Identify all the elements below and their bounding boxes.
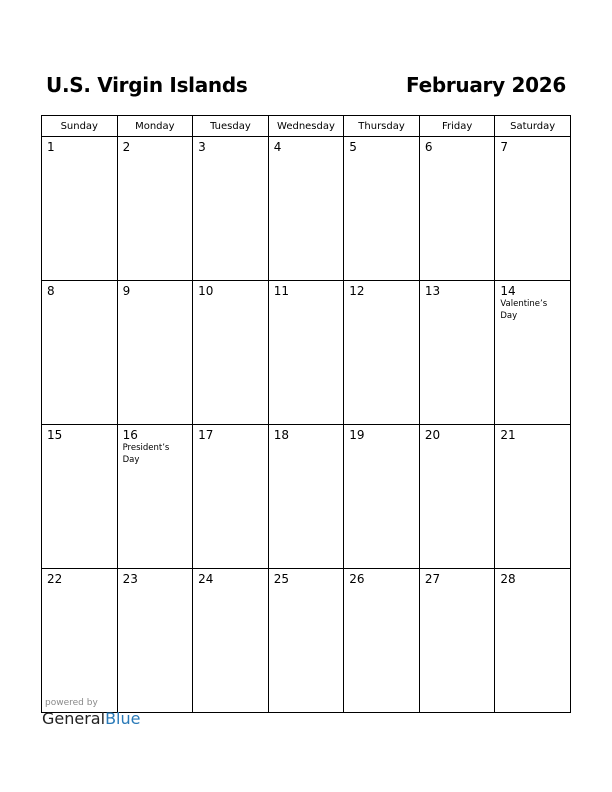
week-row <box>42 425 571 569</box>
day-cell <box>495 425 571 569</box>
calendar-header <box>46 70 566 100</box>
day-number: 22 <box>47 572 63 586</box>
day-cell <box>117 137 193 281</box>
weekday-wednesday: Wednesday <box>268 116 344 137</box>
brand-general: General <box>42 709 106 728</box>
weekday-saturday: Saturday <box>495 116 571 137</box>
day-cell <box>193 137 269 281</box>
day-cell <box>344 281 420 425</box>
day-number: 13 <box>424 284 441 298</box>
day-cell <box>268 425 344 569</box>
month-title: February 2026 <box>406 73 566 97</box>
holiday-label: President’s Day <box>122 443 170 465</box>
weekday-sunday: Sunday <box>42 116 118 137</box>
day-cell <box>419 569 495 713</box>
day-number: 5 <box>349 140 357 154</box>
week-row <box>42 569 571 713</box>
day-cell <box>42 569 118 713</box>
day-number: 12 <box>349 284 365 298</box>
generalblue-logo <box>42 709 140 728</box>
day-cell <box>42 137 118 281</box>
day-number: 25 <box>273 572 289 586</box>
calendar-weeks <box>42 137 571 713</box>
day-number: 11 <box>273 284 289 298</box>
day-cell <box>42 281 118 425</box>
day-cell <box>268 281 344 425</box>
day-number: 19 <box>349 428 365 442</box>
day-cell <box>193 425 269 569</box>
day-number: 3 <box>198 140 206 154</box>
day-number: 15 <box>47 428 63 442</box>
day-cell <box>344 569 420 713</box>
day-cell <box>117 425 193 569</box>
day-number: 27 <box>424 572 441 586</box>
day-cell <box>193 569 269 713</box>
day-number: 20 <box>424 428 441 442</box>
day-number: 28 <box>500 572 516 586</box>
day-cell <box>419 281 495 425</box>
day-number: 18 <box>273 428 289 442</box>
day-number: 8 <box>47 284 55 298</box>
day-number: 10 <box>198 284 214 298</box>
day-number: 7 <box>500 140 509 154</box>
footer <box>42 698 140 729</box>
region-title: U.S. Virgin Islands <box>46 73 248 97</box>
weekday-thursday: Thursday <box>344 116 420 137</box>
day-number: 14 <box>500 284 516 298</box>
powered-by-text: powered by <box>45 698 98 708</box>
brand-blue: Blue <box>105 709 141 728</box>
day-number: 6 <box>424 140 433 154</box>
day-cell <box>117 569 193 713</box>
day-number: 21 <box>500 428 516 442</box>
day-cell <box>268 137 344 281</box>
weekday-monday: Monday <box>117 116 193 137</box>
weekday-header-row <box>42 116 571 137</box>
day-cell <box>419 137 495 281</box>
day-cell <box>344 137 420 281</box>
day-number: 2 <box>122 140 131 154</box>
day-cell <box>268 569 344 713</box>
day-number: 23 <box>122 572 138 586</box>
weekday-friday: Friday <box>419 116 495 137</box>
week-row <box>42 281 571 425</box>
day-number: 16 <box>122 428 138 442</box>
calendar-grid <box>41 115 571 713</box>
weekday-tuesday: Tuesday <box>193 116 269 137</box>
day-cell <box>117 281 193 425</box>
day-cell <box>42 425 118 569</box>
day-number: 1 <box>47 140 55 154</box>
day-number: 24 <box>198 572 214 586</box>
week-row <box>42 137 571 281</box>
day-cell <box>495 281 571 425</box>
day-number: 26 <box>349 572 365 586</box>
holiday-label: Valentine’s Day <box>500 299 548 321</box>
day-cell <box>419 425 495 569</box>
day-cell <box>495 137 571 281</box>
day-cell <box>344 425 420 569</box>
day-number: 4 <box>273 140 282 154</box>
day-cell <box>495 569 571 713</box>
day-number: 17 <box>198 428 214 442</box>
day-cell <box>193 281 269 425</box>
day-number: 9 <box>122 284 131 298</box>
